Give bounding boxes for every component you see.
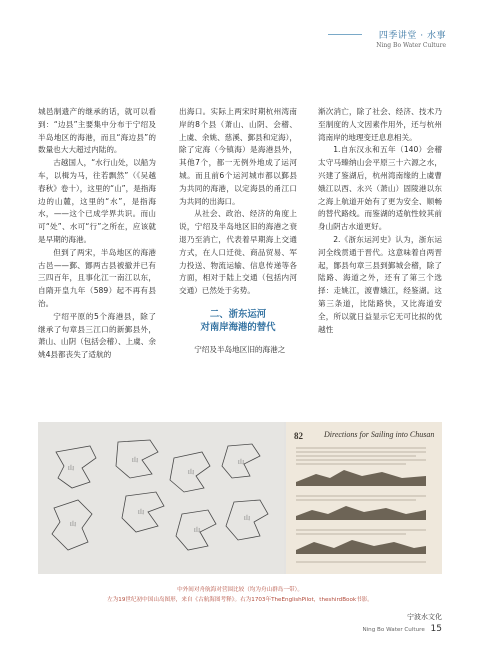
paragraph: 古越国人，“水行山处，以船为车，以楫为马，往若飘然”（《吴越春秋》卷十），这里的“山”，是指海边的山麓，这里的“水”，是指海水，——这个已成学界共识。而山可“处”、水可“行”之所在，应该就是早期的海港。: [38, 158, 156, 244]
paragraph: 城邑制遗产的继承的话，就可以看到：“边县”主要集中分布于宁绍及半岛地区的海港，而且“海边县”的数量也大大超过内陆的。: [38, 107, 156, 155]
section-heading-line-1: 二、浙东运河: [209, 308, 267, 320]
book-page-heading: Directions for Sailing into Chusan: [324, 430, 435, 439]
figure-image: [38, 422, 442, 574]
paragraph: 出海口。实际上两宋时期杭州湾南岸的8个县（萧山、山阴、会稽、上虞、余姚、慈溪、鄞县和定海），除了定海（今镇海）是海港县外，其他7个，都一无例外地成了运河城。而且前6个运河城市都以鄞县为共同的海港，以定海县的甬江口为共同的出海口。: [179, 107, 297, 206]
book-page-number: 82: [294, 431, 303, 441]
footer-title: 宁波水文化: [407, 613, 442, 621]
text-column-2: [179, 106, 297, 357]
footer-subtitle: Ning Bo Water Culture: [362, 627, 425, 633]
paragraph: 渐次消亡，除了社会、经济、技术乃至制度的人文因素作用外，还与杭州湾南岸的地理变迁息息相关。: [318, 107, 442, 142]
svg-text:山: 山: [132, 457, 139, 464]
paragraph: 从社会、政治、经济的角度上说，宁绍及半岛地区旧的海港之衰退乃至消亡，代表着早期海上交通方式，在人口迁徙、商品贸易、军力投送、物流运输、信息传递等各方面，相对于陆上交通（包括内河交通）已然处于劣势。: [179, 209, 297, 296]
section-heading: [179, 308, 297, 335]
paragraph: 但到了两宋，半岛地区的海港古邑——鄞、鄮两古县被撤并已有三四百年，且事化江一南江以东，自隋开皇九年（589）起不再有县治。: [38, 247, 156, 308]
header-title: 四季讲堂 · 水事: [378, 31, 446, 41]
svg-text:山: 山: [238, 459, 245, 466]
svg-text:山: 山: [194, 527, 201, 534]
paragraph: 1.自东汉永和五年（140）会稽太守马臻纳山会平原三十六源之水，兴建了鉴湖后，杭州湾南缘的上虞曹娥江以西、永兴（萧山）固陵港以东之海上航道开始有了更为安全、顺畅的替代路线。而鉴湖的适航性较其前身山阴古水道更好。: [318, 145, 442, 232]
svg-text:山: 山: [70, 521, 77, 528]
header-rule: [328, 34, 362, 35]
page-number: 15: [430, 624, 442, 634]
coastline-profiles: [286, 422, 442, 574]
svg-text:山: 山: [138, 509, 145, 516]
text-column-1: [38, 106, 156, 362]
text-column-3: [318, 106, 442, 336]
svg-text:山: 山: [188, 469, 195, 476]
page-header: [376, 28, 446, 49]
svg-text:山: 山: [68, 465, 75, 472]
paragraph: 宁绍及半岛地区旧的海港之: [194, 344, 286, 354]
figure-caption-line-2: 左为19世纪初中国山岛图形，来自《古航海图考释》。右为1703年TheEnglishPilot，theshirdBook书影。: [107, 597, 373, 603]
paragraph: 2.《浙东运河史》认为，浙东运河全线贯通于晋代。这意味着自两晋起，鄮县句章三县到鄞城会稽，除了陆路、海道之外，还有了第三个选择：走姚江，渡曹娥江，经鉴湖。这第三条道，比陆路快，又比海道安全，所以就日益显示它无可比拟的优越性: [318, 234, 442, 334]
page-footer: [362, 612, 442, 634]
book-page-illustration: [286, 422, 442, 574]
section-heading-line-2: 对南岸海港的替代: [200, 322, 276, 334]
figure-caption-line-1: 中外间对舟航海对营围比较（均为舟山群岛一带）。: [177, 587, 303, 593]
historical-map-illustration: [38, 422, 284, 574]
paragraph: 宁绍平原的5个海港县，除了继承了句章县三江口的新鄞县外，萧山、山阴（包括会稽）、上虞、余姚4县都丧失了适航的: [38, 311, 156, 360]
header-subtitle: Ning Bo Water Culture: [376, 42, 446, 49]
svg-text:山: 山: [244, 515, 251, 522]
